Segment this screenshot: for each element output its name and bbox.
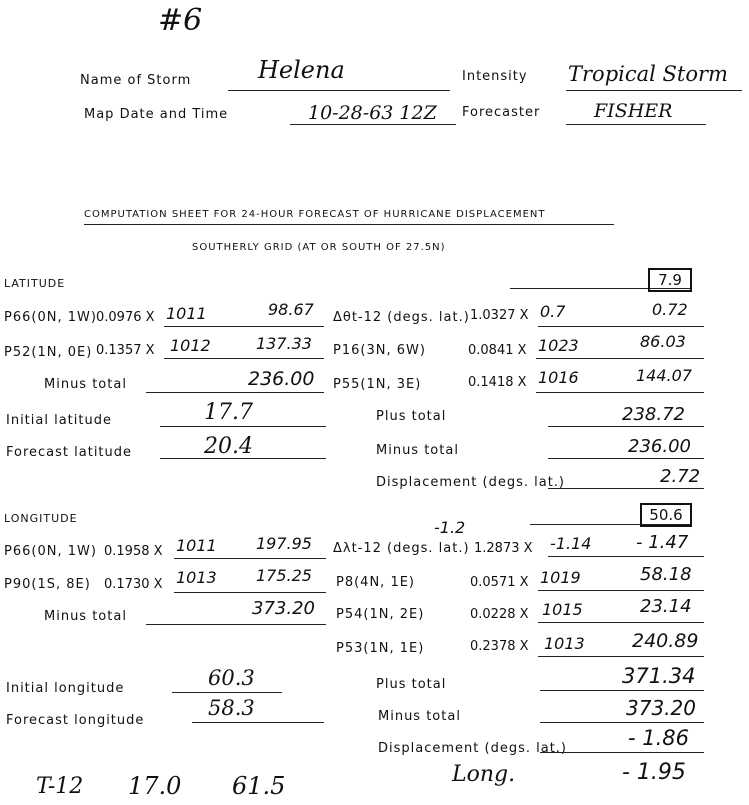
t12-longitude: 61.5 <box>232 772 286 800</box>
lon-p90-coef: 0.1730 X <box>104 577 163 592</box>
lon-p8-coef: 0.0571 X <box>470 575 529 590</box>
lat-minus-total2-label: Minus total <box>376 443 459 458</box>
map-date-value: 10-28-63 12Z <box>308 102 437 124</box>
lat-initial-label: Initial latitude <box>6 413 112 428</box>
lat-p16-result: 86.03 <box>640 332 686 351</box>
lon-p8-label: P8(4N, 1E) <box>336 575 415 590</box>
lat-p52-label: P52(1N, 0E) <box>4 345 93 360</box>
lon-forecast-label: Forecast longitude <box>6 713 145 728</box>
lat-p16-coef: 0.0841 X <box>468 343 527 358</box>
lat-p66-value: 1011 <box>166 304 207 323</box>
lat-minus-total2: 236.00 <box>628 436 691 457</box>
lat-forecast-value: 20.4 <box>204 434 253 459</box>
lat-p55-value: 1016 <box>538 368 579 387</box>
lat-dtheta-value: 0.7 <box>540 302 566 321</box>
lon-p53-coef: 0.2378 X <box>470 639 529 654</box>
lon-dlambda-label: Δλt-12 (degs. lat.) <box>333 541 470 556</box>
lat-dtheta-result: 0.72 <box>652 300 688 319</box>
sheet-number: #6 <box>158 3 203 38</box>
lon-p66-result: 197.95 <box>256 534 312 553</box>
lon-displacement-label: Displacement (degs. lat.) <box>378 741 567 756</box>
longitude-heading: LONGITUDE <box>4 512 78 525</box>
forecaster-value: FISHER <box>594 100 673 122</box>
lat-plus-total: 238.72 <box>622 404 685 425</box>
lat-dtheta-coef: 1.0327 X <box>470 308 529 323</box>
lon-plus-total-label: Plus total <box>376 677 447 692</box>
lon-dlambda-coef: 1.2873 X <box>474 541 533 556</box>
lat-plus-total-label: Plus total <box>376 409 447 424</box>
lon-p8-result: 58.18 <box>640 564 692 585</box>
lon-minus-total2-label: Minus total <box>378 709 461 724</box>
long-label: Long. <box>452 762 516 787</box>
lon-p90-label: P90(1S, 8E) <box>4 577 91 592</box>
lon-initial-value: 60.3 <box>208 666 255 690</box>
lon-p53-value: 1013 <box>544 634 585 653</box>
lon-p53-label: P53(1N, 1E) <box>336 641 425 656</box>
lon-plus-total: 371.34 <box>622 664 696 688</box>
lat-p52-result: 137.33 <box>256 334 312 353</box>
lon-minus-total2: 373.20 <box>626 696 696 720</box>
lon-p54-result: 23.14 <box>640 596 692 617</box>
t12-label: T-12 <box>36 774 84 799</box>
lon-p53-result: 240.89 <box>632 630 699 652</box>
lat-p55-label: P55(1N, 3E) <box>333 377 422 392</box>
lon-p66-label: P66(0N, 1W) <box>4 544 97 559</box>
long-value: - 1.95 <box>622 760 686 785</box>
longitude-note: -1.2 <box>434 518 466 537</box>
lon-initial-label: Initial longitude <box>6 681 125 696</box>
lon-p8-value: 1019 <box>540 568 581 587</box>
lat-p52-coef: 0.1357 X <box>96 343 155 358</box>
lon-minus-total: 373.20 <box>252 598 315 619</box>
lat-minus-total-label: Minus total <box>44 377 127 392</box>
lon-minus-total-label: Minus total <box>44 609 127 624</box>
lon-p54-value: 1015 <box>542 600 583 619</box>
intensity-value: Tropical Storm <box>568 62 728 86</box>
lat-p66-label: P66(0N, 1W) <box>4 310 97 325</box>
t12-latitude: 17.0 <box>128 772 182 800</box>
lon-p66-value: 1011 <box>176 536 217 555</box>
lat-p52-value: 1012 <box>170 336 211 355</box>
latitude-boxed-value: 7.9 <box>648 268 692 292</box>
lat-p55-coef: 0.1418 X <box>468 375 527 390</box>
sheet-title: COMPUTATION SHEET FOR 24-HOUR FORECAST OF HURRICANE DISPLACEMENT <box>84 209 546 220</box>
lat-p66-coef: 0.0976 X <box>96 310 155 325</box>
lat-p16-value: 1023 <box>538 336 579 355</box>
forecaster-label: Forecaster <box>462 105 541 120</box>
intensity-label: Intensity <box>462 69 528 84</box>
lon-p66-coef: 0.1958 X <box>104 544 163 559</box>
lat-p55-result: 144.07 <box>636 366 692 385</box>
lat-p16-label: P16(3N, 6W) <box>333 343 426 358</box>
lat-displacement-label: Displacement (degs. lat.) <box>376 475 565 490</box>
lon-p90-value: 1013 <box>176 568 217 587</box>
lat-p66-result: 98.67 <box>268 300 314 319</box>
map-date-label: Map Date and Time <box>84 107 229 122</box>
latitude-heading: LATITUDE <box>4 277 66 290</box>
lat-initial-value: 17.7 <box>204 400 253 425</box>
lon-dlambda-result: - 1.47 <box>636 532 689 553</box>
lon-dlambda-value: -1.14 <box>550 534 592 553</box>
lon-p90-result: 175.25 <box>256 566 312 585</box>
lon-forecast-value: 58.3 <box>208 696 255 720</box>
longitude-boxed-value: 50.6 <box>640 503 692 527</box>
storm-name-label: Name of Storm <box>80 73 192 88</box>
lat-forecast-label: Forecast latitude <box>6 445 133 460</box>
lat-dtheta-label: Δθt-12 (degs. lat.) <box>333 310 470 325</box>
storm-name: Helena <box>258 56 345 84</box>
sheet-subtitle: SOUTHERLY GRID (AT OR SOUTH OF 27.5N) <box>192 242 446 253</box>
lon-displacement-value: - 1.86 <box>628 726 690 750</box>
lat-minus-total: 236.00 <box>248 368 315 390</box>
lat-displacement-value: 2.72 <box>660 466 701 487</box>
lon-p54-coef: 0.0228 X <box>470 607 529 622</box>
lon-p54-label: P54(1N, 2E) <box>336 607 425 622</box>
